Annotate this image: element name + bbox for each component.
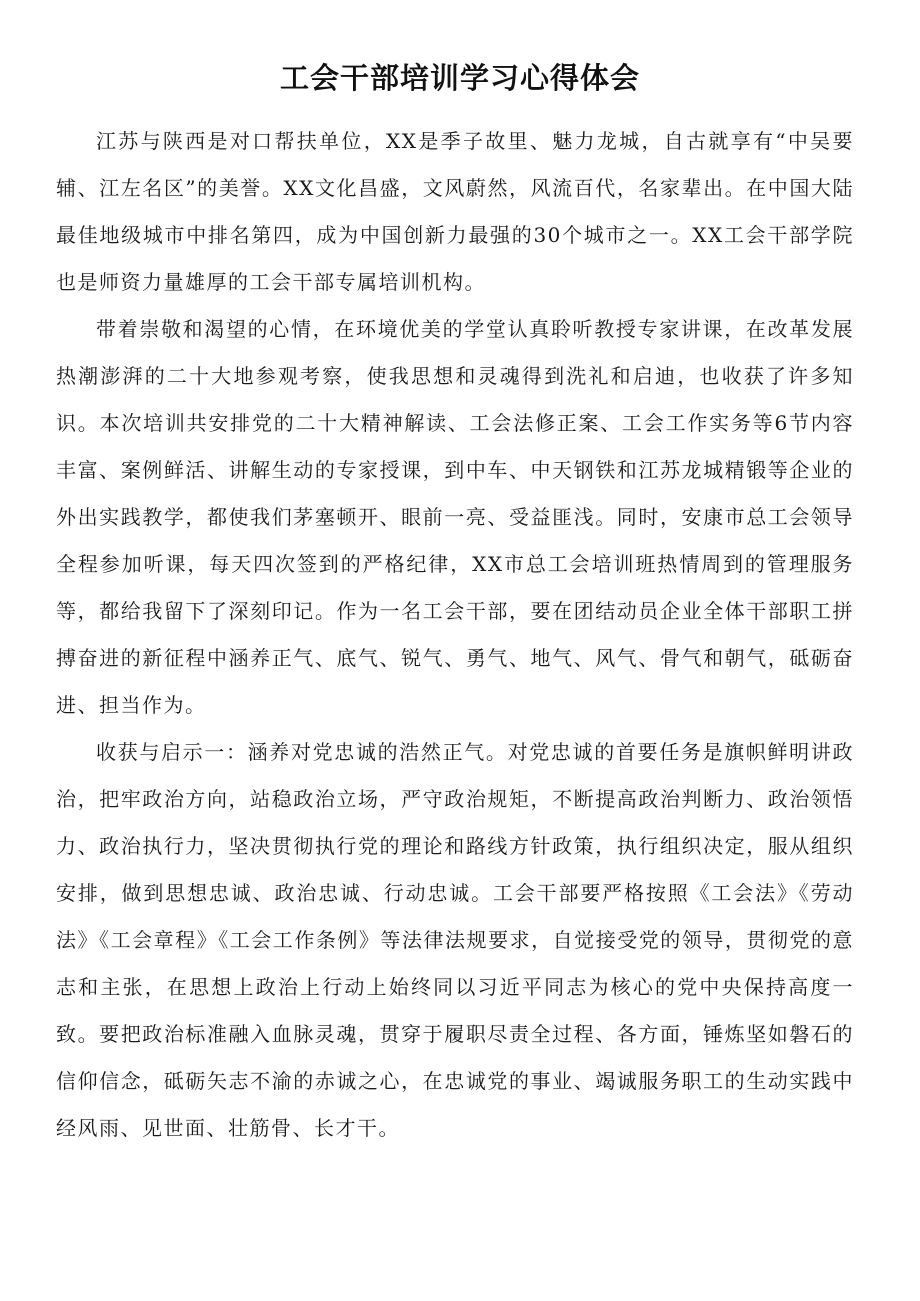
paragraph-lesson-one: 收获与启示一：涵养对党忠诚的浩然正气。对党忠诚的首要任务是旗帜鲜明讲政治，把牢政治方向，站稳政治立场，严守政治规矩，不断提高政治判断力、政治领悟力、政治执行力，坚决贯彻执行党的理论和路线方针政策，执行组织决定，服从组织安排，做到思想忠诚、政治忠诚、行动忠诚。工会干部要严格按照《工会法》《劳动法》《工会章程》《工会工作条例》等法律法规要求，自觉接受党的领导，贯彻党的意志和主张，在思想上政治上行动上始终同以习近平同志为核心的党中央保持高度一致。要把政治标准融入血脉灵魂，贯穿于履职尽责全过程、各方面，锤炼坚如磐石的信仰信念，砥砺矢志不渝的赤诚之心，在忠诚党的事业、竭诚服务职工的生动实践中经风雨、见世面、壮筋骨、长才干。 bbox=[56, 740, 854, 1140]
document-title: 工会干部培训学习心得体会 bbox=[279, 61, 640, 95]
paragraph-training-overview: 带着崇敬和渴望的心情，在环境优美的学堂认真聆听教授专家讲课，在改革发展热潮澎湃的二十大地参观考察，使我思想和灵魂得到洗礼和启迪，也收获了许多知识。本次培训共安排党的二十大精神解读、工会法修正案、工会工作实务等6节内容丰富、案例鲜活、讲解生动的专家授课，到中车、中天钢铁和江苏龙城精锻等企业的外出实践教学，都使我们茅塞顿开、眼前一亮、受益匪浅。同时，安康市总工会领导全程参加听课，每天四次签到的严格纪律，XX市总工会培训班热情周到的管理服务等，都给我留下了深刻印记。作为一名工会干部，要在团结动员企业全体干部职工拼搏奋进的新征程中涵养正气、底气、锐气、勇气、地气、风气、骨气和朝气，砥砺奋进、担当作为。 bbox=[56, 317, 854, 717]
document-body bbox=[56, 118, 854, 1152]
paragraph-intro: 江苏与陕西是对口帮扶单位，XX是季子故里、魅力龙城，自古就享有“中吴要辅、江左名区”的美誉。XX文化昌盛，文风蔚然，风流百代，名家辈出。在中国大陆最佳地级城市中排名第四，成为中国创新力最强的30个城市之一。XX工会干部学院也是师资力量雄厚的工会干部专属培训机构。 bbox=[56, 129, 854, 294]
